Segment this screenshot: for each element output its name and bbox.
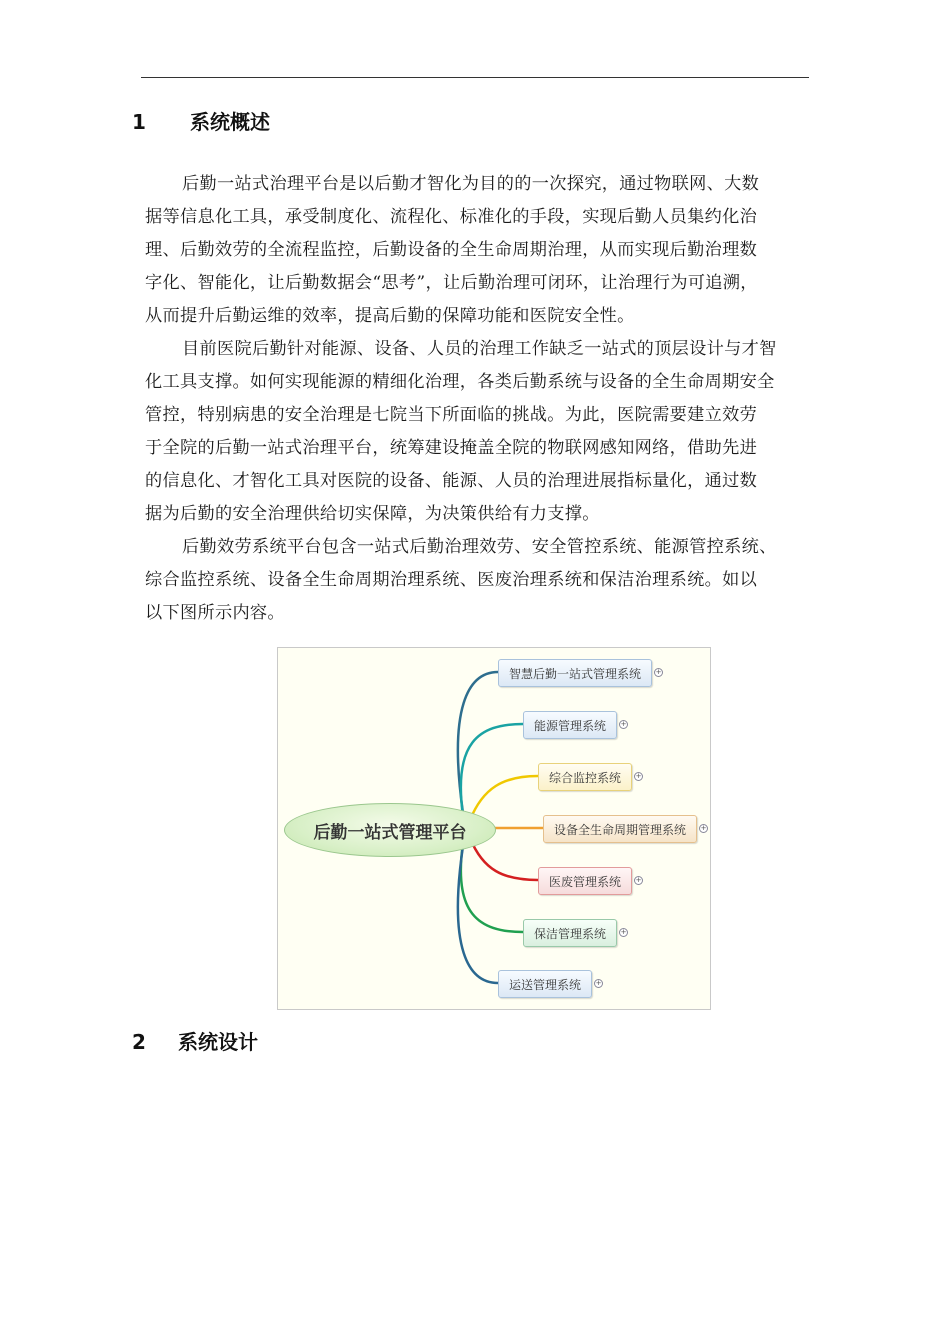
section-1-title: 系统概述 — [190, 110, 270, 134]
paragraph-line: 目前医院后勤针对能源、设备、人员的治理工作缺乏一站式的顶层设计与才智 — [182, 339, 777, 359]
paragraph-line: 据为后勤的安全治理供给切实保障，为决策供给有力支撑。 — [145, 504, 600, 524]
section-2-number: 2 — [132, 1030, 146, 1054]
mindmap-node-monitoring: 综合监控系统 — [538, 763, 632, 791]
mindmap-node-smart-logistics: 智慧后勤一站式管理系统 — [498, 659, 652, 687]
connector-1 — [461, 724, 523, 816]
paragraph-line: 理、后勤效劳的全流程监控，后勤设备的全生命周期治理，从而实现后勤治理数 — [145, 240, 758, 260]
paragraph-3 — [145, 531, 813, 630]
paragraph-line: 据等信息化工具，承受制度化、流程化、标准化的手段，实现后勤人员集约化治 — [145, 207, 758, 227]
paragraph-line: 以下图所示内容。 — [145, 603, 285, 623]
section-2-title: 系统设计 — [178, 1030, 258, 1054]
expand-icon: + — [595, 979, 602, 987]
expand-icon: + — [620, 720, 627, 728]
paragraph-line: 化工具支撑。如何实现能源的精细化治理，各类后勤系统与设备的全生命周期安全 — [145, 372, 775, 392]
section-2-heading — [132, 1026, 258, 1055]
paragraph-line: 字化、智能化，让后勤数据会“思考”，让后勤治理可闭环，让治理行为可追溯， — [145, 273, 758, 293]
connector-5 — [461, 843, 523, 932]
paragraph-2 — [145, 333, 813, 531]
section-1-heading — [132, 106, 270, 135]
mindmap-node-medical-waste: 医废管理系统 — [538, 867, 632, 895]
section-1-number: 1 — [132, 110, 146, 134]
paragraph-line: 后勤一站式治理平台是以后勤才智化为目的的一次探究，通过物联网、大数 — [182, 174, 760, 194]
paragraph-1 — [145, 168, 813, 333]
expand-icon: + — [700, 824, 707, 832]
mindmap-node-transport: 运送管理系统 — [498, 970, 592, 998]
header-rule — [141, 77, 809, 78]
connector-4 — [470, 838, 538, 880]
paragraph-line: 管控，特别病患的安全治理是七院当下所面临的挑战。为此，医院需要建立效劳 — [145, 405, 758, 425]
connector-6 — [458, 846, 498, 983]
connector-0 — [458, 672, 498, 813]
paragraph-line: 的信息化、才智化工具对医院的设备、能源、人员的治理进展指标量化，通过数 — [145, 471, 758, 491]
mindmap-figure — [277, 647, 711, 1010]
expand-icon: + — [635, 876, 642, 884]
mindmap-node-energy: 能源管理系统 — [523, 711, 617, 739]
mindmap-node-equipment-lifecycle: 设备全生命周期管理系统 — [543, 815, 697, 843]
expand-icon: + — [635, 772, 642, 780]
paragraph-line: 综合监控系统、设备全生命周期治理系统、医废治理系统和保洁治理系统。如以 — [145, 570, 758, 590]
paragraph-line: 后勤效劳系统平台包含一站式后勤治理效劳、安全管控系统、能源管控系统、 — [182, 537, 777, 557]
connector-2 — [470, 776, 538, 820]
mindmap-node-cleaning: 保洁管理系统 — [523, 919, 617, 947]
paragraph-line: 从而提升后勤运维的效率，提高后勤的保障功能和医院安全性。 — [145, 306, 635, 326]
expand-icon: + — [620, 928, 627, 936]
paragraph-line: 于全院的后勤一站式治理平台，统筹建设掩盖全院的物联网感知网络，借助先进 — [145, 438, 758, 458]
mindmap-center-node: 后勤一站式管理平台 — [284, 803, 496, 857]
expand-icon: + — [655, 668, 662, 676]
